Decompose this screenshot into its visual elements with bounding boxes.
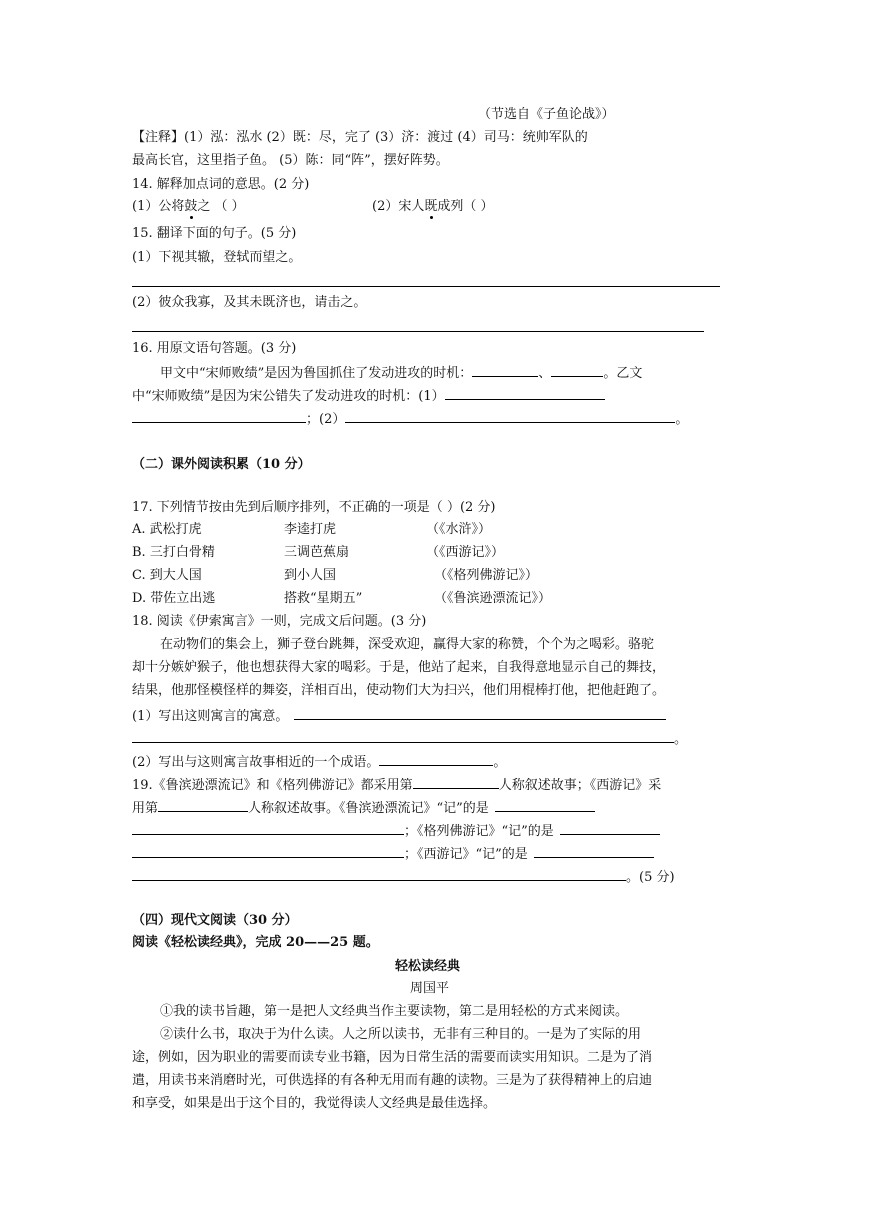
q18-title: 18. 阅读《伊索寓言》一则，完成文后问题。(3 分): [132, 614, 427, 629]
q15-answer-line-2[interactable]: [132, 331, 704, 332]
q17-option-c-book: （《格列佛游记》）: [434, 568, 539, 583]
q16-line-1: [160, 363, 642, 383]
q19-line-1-end: 人称叙述故事；《西游记》采: [498, 778, 662, 793]
annotation-line-2: 最高长官，这里指子鱼。 (5）陈：同“阵”，摆好阵势。: [132, 153, 449, 168]
reading-instruction: 阅读《轻松读经典》，完成 20——25 题。: [132, 935, 379, 950]
source-attribution: （节选自《子鱼论战》）: [478, 107, 615, 122]
article-paragraph-2-line-3: 遣，用读书来消磨时光，可供选择的有各种无用而有趣的读物。三是为了获得精神上的启迪: [132, 1073, 653, 1088]
q19-blank-robinson-cont[interactable]: [132, 821, 404, 835]
article-paragraph-1: ①我的读书旨趣，第一是把人文经典当作主要读物，第二是用轻松的方式来阅读。: [160, 1004, 629, 1019]
q17-option-d: [132, 590, 552, 608]
q14-dotted-word-2: 既: [424, 199, 438, 214]
q19-line-2-end: 人称叙述故事。《鲁滨逊漂流记》“记”的是: [248, 801, 489, 816]
q19-line-4-text: ；《西游记》“记”的是: [404, 847, 528, 862]
article-author: 周国平: [410, 981, 450, 996]
q19-line-2: [132, 798, 595, 818]
section-2-heading: （二）课外阅读积累（10 分）: [132, 457, 311, 472]
section-4-heading: （四）现代文阅读（30 分）: [132, 913, 298, 928]
q19-line-1: [132, 775, 661, 795]
q17-option-a-first: A. 武松打虎: [132, 522, 202, 537]
q14-dotted-word-1: 鼓: [184, 199, 198, 214]
q19-blank-gulliver[interactable]: [560, 821, 660, 835]
q18-question-2: [132, 752, 506, 772]
q18-answer-blank-2[interactable]: [132, 729, 674, 743]
q17-option-c-first: C. 到大人国: [132, 568, 202, 583]
q17-option-c-second: 到小人国: [284, 568, 337, 583]
q15-sentence-1: (1）下视其辙，登轼而望之。: [132, 250, 302, 265]
q17-option-b-first: B. 三打白骨精: [132, 545, 215, 560]
q19-blank-person-2[interactable]: [158, 798, 248, 812]
q18-question-1: [132, 706, 666, 726]
q15-answer-line-1[interactable]: [132, 286, 720, 287]
q19-line-1-text: 19.《鲁滨逊漂流记》和《格列佛游记》都采用第: [132, 778, 413, 793]
q18-question-1-cont: [132, 729, 687, 749]
q14-item-1: [132, 198, 245, 216]
q14-item-1-post: 之 （ ）: [197, 199, 245, 214]
q16-line-1-end: 。乙文: [603, 366, 643, 381]
q18-answer-blank-1[interactable]: [294, 706, 666, 720]
annotation-line-1: 【注释】(1）泓：泓水 (2）既：尽，完了 (3）济：渡过 (4）司马：统帅军队的: [132, 130, 588, 145]
q18-question-1-text: (1）写出这则寓言的寓意。: [132, 709, 289, 724]
q15-sentence-2: (2）彼众我寡，及其未既济也，请击之。: [132, 295, 367, 310]
q16-blank-3[interactable]: [445, 386, 605, 400]
q16-line-2-text: 中“宋师败绩”是因为宋公错失了发动进攻的时机：(1）: [132, 389, 445, 404]
q14-title: 14. 解释加点词的意思。(2 分): [132, 177, 310, 192]
article-paragraph-2-line-1: ②读什么书，取决于为什么读。人之所以读书，无非有三种目的。一是为了实际的用: [160, 1027, 642, 1042]
q16-blank-2[interactable]: [551, 363, 603, 377]
q16-blank-5[interactable]: [345, 409, 675, 423]
q16-line-3-text: ；(2）: [306, 412, 346, 427]
q19-blank-journey[interactable]: [534, 844, 654, 858]
q19-line-3: [132, 821, 660, 841]
q14-item-2-post: 成列（ ）: [437, 199, 494, 214]
q17-option-a-second: 李逵打虎: [284, 522, 337, 537]
q19-line-3-text: ；《格列佛游记》“记”的是: [404, 824, 554, 839]
q17-option-d-book: （《鲁滨逊漂流记》）: [434, 591, 552, 606]
q18-answer-blank-3[interactable]: [379, 752, 493, 766]
article-paragraph-2-line-4: 和享受，如果是出于这个目的，我觉得读人文经典是最佳选择。: [132, 1096, 497, 1111]
q17-title: 17. 下列情节按由先到后顺序排列，不正确的一项是（ ）(2 分): [132, 500, 496, 515]
q17-option-a: [132, 521, 492, 539]
q16-blank-4[interactable]: [132, 409, 306, 423]
q17-option-b: [132, 544, 505, 562]
q16-separator: 、: [538, 366, 552, 381]
q15-title: 15. 翻译下面的句子。(5 分): [132, 226, 297, 241]
q17-option-a-book: （《水浒》）: [426, 522, 492, 537]
q19-line-4: [132, 844, 654, 864]
q19-blank-person-1[interactable]: [413, 775, 499, 789]
q17-option-c: [132, 567, 539, 585]
q18-period-1: 。: [674, 732, 688, 747]
q17-option-b-book: （《西游记》）: [426, 545, 505, 560]
q17-option-b-second: 三调芭蕉扇: [284, 545, 350, 560]
q14-item-2: [372, 198, 494, 216]
q18-question-2-text: (2）写出与这则寓言故事相近的一个成语。: [132, 755, 380, 770]
q14-item-1-pre: (1）公将: [132, 199, 185, 214]
q19-blank-gulliver-cont[interactable]: [132, 844, 404, 858]
q17-option-d-first: D. 带佐立出逃: [132, 591, 216, 606]
q16-line-3: [132, 409, 688, 429]
q19-line-5-end: 。(5 分): [626, 870, 675, 885]
q19-blank-journey-cont[interactable]: [132, 867, 626, 881]
q16-title: 16. 用原文语句答题。(3 分): [132, 341, 297, 356]
q16-line-1-text: 甲文中“宋师败绩”是因为鲁国抓住了发动进攻的时机：: [160, 366, 473, 381]
q19-line-2-text: 用第: [132, 801, 159, 816]
q18-period-2: 。: [493, 755, 507, 770]
article-paragraph-2-line-2: 途，例如，因为职业的需要而读专业书籍，因为日常生活的需要而读实用知识。二是为了消: [132, 1050, 653, 1065]
q17-option-d-second: 搭救“星期五”: [284, 591, 363, 606]
q16-line-2: [132, 386, 605, 406]
q14-item-2-pre: (2）宋人: [372, 199, 425, 214]
q16-blank-1[interactable]: [472, 363, 538, 377]
q19-line-5: [132, 867, 675, 887]
q19-blank-robinson[interactable]: [495, 798, 595, 812]
q18-fable-line-1: 在动物们的集会上，狮子登台跳舞，深受欢迎，赢得大家的称赞，个个为之喝彩。骆驼: [160, 637, 655, 652]
q18-fable-line-3: 结果，他那怪模怪样的舞姿，洋相百出，使动物们大为扫兴，他们用棍棒打他，把他赶跑了。: [132, 683, 666, 698]
q16-line-3-end: 。: [675, 412, 689, 427]
q18-fable-line-2: 却十分嫉妒猴子，他也想获得大家的喝彩。于是，他站了起来，自我得意地显示自己的舞技，: [132, 660, 666, 675]
article-title: 轻松读经典: [395, 959, 461, 974]
